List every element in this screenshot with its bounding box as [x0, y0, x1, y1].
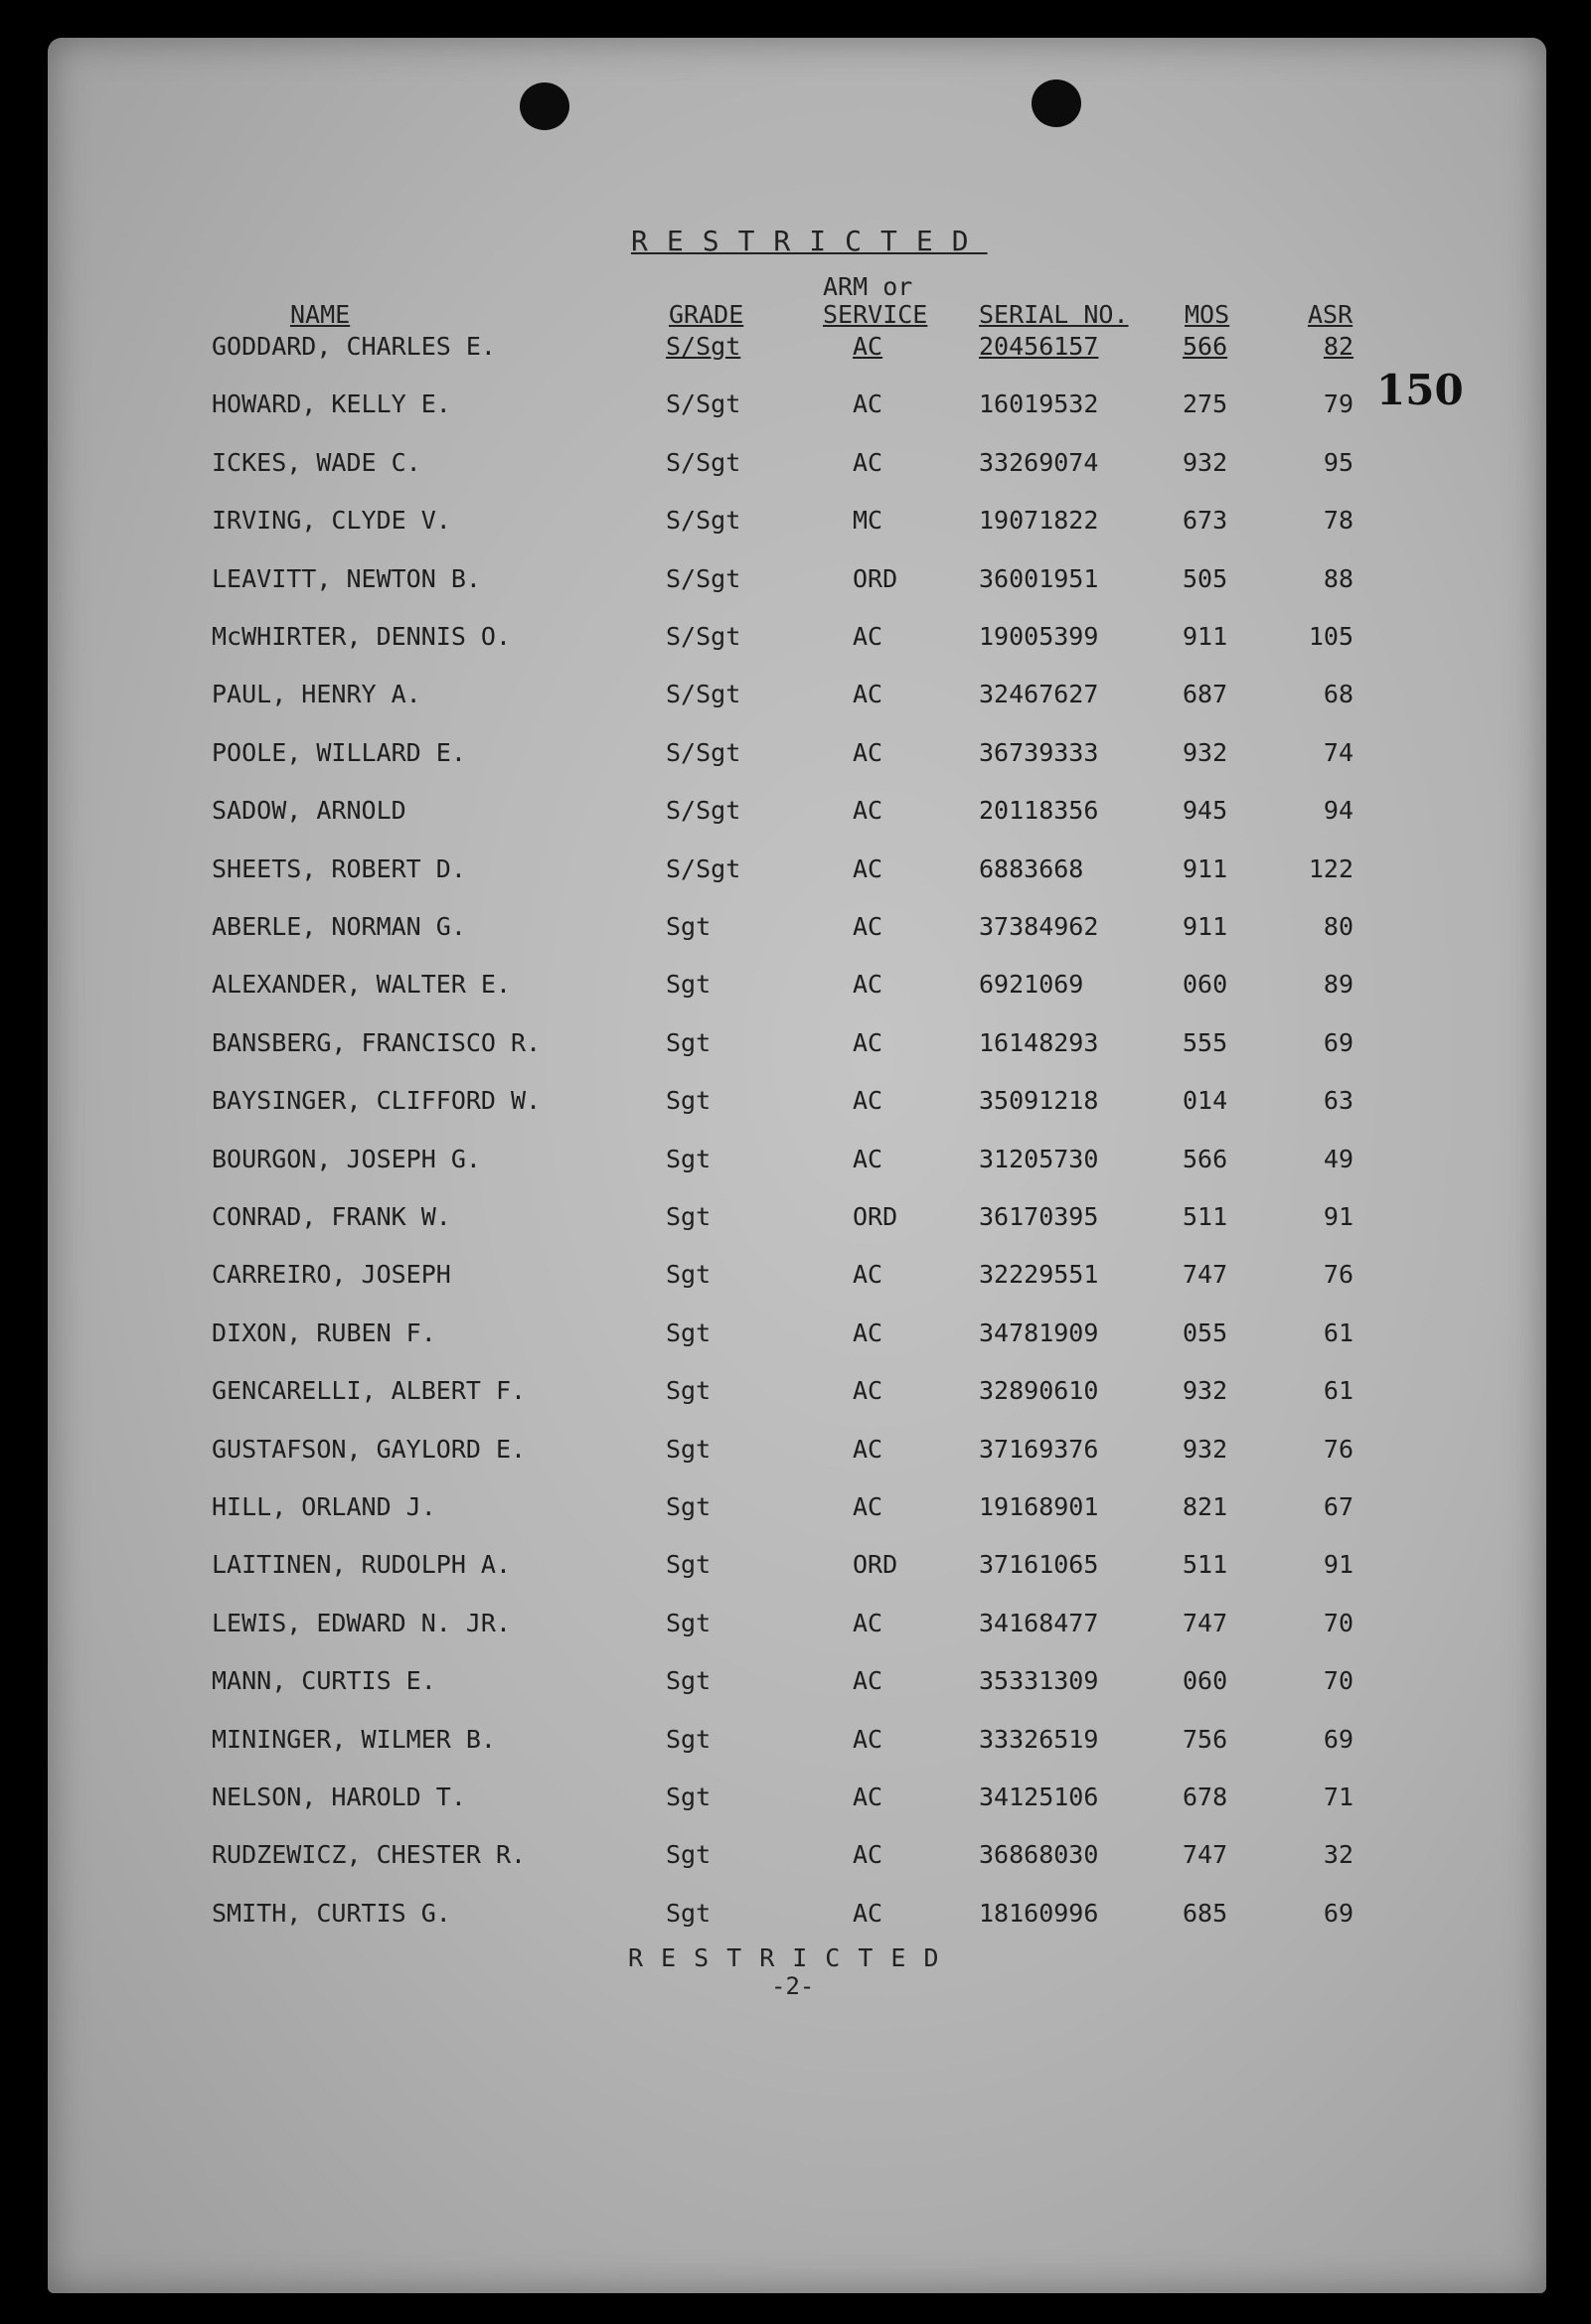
- arm-cell: AC: [853, 1492, 883, 1521]
- serial-cell: 19071822: [979, 506, 1099, 535]
- serial-cell: 19168901: [979, 1492, 1099, 1521]
- name-cell: CARREIRO, JOSEPH: [212, 1260, 451, 1289]
- table-row: [0, 1202, 1591, 1242]
- arm-cell: AC: [853, 796, 883, 825]
- column-header-serial: SERIAL NO.: [979, 300, 1129, 329]
- serial-cell: 31205730: [979, 1145, 1099, 1173]
- grade-cell: S/Sgt: [666, 796, 741, 825]
- table-row: [0, 1782, 1591, 1822]
- arm-cell: AC: [853, 1318, 883, 1347]
- asr-value: 49: [1323, 1145, 1353, 1173]
- asr-value: 91: [1323, 1550, 1353, 1579]
- asr-value: 70: [1323, 1666, 1353, 1695]
- mos-cell: 747: [1183, 1260, 1228, 1289]
- table-row: [0, 1318, 1591, 1358]
- grade-cell: Sgt: [666, 1435, 712, 1464]
- arm-cell: AC: [853, 389, 883, 418]
- asr-value: 71: [1323, 1782, 1353, 1811]
- table-row: [0, 564, 1591, 604]
- serial-cell: 36868030: [979, 1840, 1099, 1869]
- arm-cell: AC: [853, 1145, 883, 1173]
- arm-cell: AC: [853, 1725, 883, 1754]
- name-cell: ABERLE, NORMAN G.: [212, 912, 466, 941]
- serial-cell: 34781909: [979, 1318, 1099, 1347]
- mos-cell: 505: [1183, 564, 1228, 593]
- arm-cell: AC: [853, 854, 883, 883]
- asr-value: 69: [1323, 1725, 1353, 1754]
- grade-cell: S/Sgt: [666, 506, 741, 535]
- grade-cell: S/Sgt: [666, 448, 741, 477]
- table-row: [0, 1435, 1591, 1474]
- asr-value: 61: [1323, 1318, 1353, 1347]
- name-cell: ALEXANDER, WALTER E.: [212, 970, 512, 999]
- column-header-name: NAME: [290, 300, 351, 329]
- mos-cell: 911: [1183, 854, 1228, 883]
- grade-cell: S/Sgt: [666, 738, 741, 767]
- name-cell: CONRAD, FRANK W.: [212, 1202, 451, 1231]
- serial-cell: 19005399: [979, 622, 1099, 651]
- mos-cell: 014: [1183, 1086, 1228, 1115]
- mos-cell: 060: [1183, 970, 1228, 999]
- asr-value: 94: [1323, 796, 1353, 825]
- asr-value: 76: [1323, 1260, 1353, 1289]
- table-row: [0, 1550, 1591, 1590]
- name-cell: LAITINEN, RUDOLPH A.: [212, 1550, 512, 1579]
- name-cell: SMITH, CURTIS G.: [212, 1899, 451, 1928]
- table-row: [0, 1376, 1591, 1416]
- grade-cell: Sgt: [666, 1782, 712, 1811]
- serial-cell: 33326519: [979, 1725, 1099, 1754]
- serial-cell: 35331309: [979, 1666, 1099, 1695]
- name-cell: HILL, ORLAND J.: [212, 1492, 436, 1521]
- punch-hole-right: [1032, 79, 1081, 127]
- arm-cell: ORD: [853, 1202, 898, 1231]
- name-cell: GENCARELLI, ALBERT F.: [212, 1376, 527, 1405]
- table-row: [0, 970, 1591, 1009]
- name-cell: BAYSINGER, CLIFFORD W.: [212, 1086, 542, 1115]
- table-row: [0, 1086, 1591, 1126]
- arm-cell: AC: [853, 622, 883, 651]
- grade-cell: Sgt: [666, 1899, 712, 1928]
- grade-cell: S/Sgt: [666, 854, 741, 883]
- page-number: -2-: [771, 1972, 815, 2000]
- punch-hole-left: [520, 82, 569, 130]
- grade-cell: S/Sgt: [666, 622, 741, 651]
- table-row: [0, 332, 1591, 372]
- arm-cell: ORD: [853, 1550, 898, 1579]
- serial-cell: 35091218: [979, 1086, 1099, 1115]
- asr-value: 95: [1323, 448, 1353, 477]
- asr-value: 80: [1323, 912, 1353, 941]
- asr-value: 69: [1323, 1899, 1353, 1928]
- table-row: [0, 796, 1591, 836]
- table-row: [0, 1725, 1591, 1765]
- arm-cell: AC: [853, 1782, 883, 1811]
- name-cell: SADOW, ARNOLD: [212, 796, 406, 825]
- arm-cell: MC: [853, 506, 883, 535]
- asr-value: 79: [1323, 389, 1353, 418]
- column-header-service: SERVICE: [823, 300, 928, 329]
- name-cell: MININGER, WILMER B.: [212, 1725, 496, 1754]
- grade-cell: Sgt: [666, 1376, 712, 1405]
- serial-cell: 32229551: [979, 1260, 1099, 1289]
- name-cell: RUDZEWICZ, CHESTER R.: [212, 1840, 527, 1869]
- table-row: [0, 389, 1591, 429]
- restricted-footer: RESTRICTED: [628, 1943, 957, 1972]
- table-row: [0, 738, 1591, 778]
- serial-cell: 36170395: [979, 1202, 1099, 1231]
- mos-cell: 945: [1183, 796, 1228, 825]
- column-header-asr: ASR: [1308, 300, 1353, 329]
- table-row: [0, 680, 1591, 719]
- arm-cell: AC: [853, 1086, 883, 1115]
- column-header-mos: MOS: [1185, 300, 1230, 329]
- serial-cell: 18160996: [979, 1899, 1099, 1928]
- asr-value: 32: [1323, 1840, 1353, 1869]
- grade-cell: Sgt: [666, 1725, 712, 1754]
- serial-cell: 33269074: [979, 448, 1099, 477]
- mos-cell: 673: [1183, 506, 1228, 535]
- asr-value: 61: [1323, 1376, 1353, 1405]
- arm-cell: AC: [853, 448, 883, 477]
- mos-cell: 821: [1183, 1492, 1228, 1521]
- asr-value: 68: [1323, 680, 1353, 708]
- table-row: [0, 854, 1591, 894]
- grade-cell: Sgt: [666, 1145, 712, 1173]
- name-cell: NELSON, HAROLD T.: [212, 1782, 466, 1811]
- table-row: [0, 622, 1591, 662]
- mos-cell: 511: [1183, 1202, 1228, 1231]
- arm-cell: AC: [853, 1260, 883, 1289]
- mos-cell: 932: [1183, 738, 1228, 767]
- name-cell: McWHIRTER, DENNIS O.: [212, 622, 512, 651]
- mos-cell: 055: [1183, 1318, 1228, 1347]
- serial-cell: 32890610: [979, 1376, 1099, 1405]
- mos-cell: 566: [1183, 332, 1228, 361]
- grade-cell: Sgt: [666, 1840, 712, 1869]
- table-row: [0, 506, 1591, 545]
- name-cell: MANN, CURTIS E.: [212, 1666, 436, 1695]
- grade-cell: S/Sgt: [666, 389, 741, 418]
- asr-value: 122: [1308, 854, 1353, 883]
- grade-cell: S/Sgt: [666, 332, 741, 361]
- name-cell: BOURGON, JOSEPH G.: [212, 1145, 481, 1173]
- table-row: [0, 912, 1591, 952]
- asr-value: 70: [1323, 1609, 1353, 1637]
- grade-cell: S/Sgt: [666, 680, 741, 708]
- asr-value: 89: [1323, 970, 1353, 999]
- arm-cell: AC: [853, 1609, 883, 1637]
- table-row: [0, 1840, 1591, 1880]
- table-row: [0, 1145, 1591, 1184]
- table-row: [0, 1492, 1591, 1532]
- mos-cell: 932: [1183, 1435, 1228, 1464]
- table-row: [0, 448, 1591, 488]
- table-row: [0, 1028, 1591, 1068]
- serial-cell: 16148293: [979, 1028, 1099, 1057]
- asr-value: 67: [1323, 1492, 1353, 1521]
- grade-cell: Sgt: [666, 970, 712, 999]
- serial-cell: 6883668: [979, 854, 1084, 883]
- name-cell: GUSTAFSON, GAYLORD E.: [212, 1435, 527, 1464]
- serial-cell: 20118356: [979, 796, 1099, 825]
- mos-cell: 756: [1183, 1725, 1228, 1754]
- name-cell: HOWARD, KELLY E.: [212, 389, 451, 418]
- grade-cell: Sgt: [666, 1666, 712, 1695]
- serial-cell: 37384962: [979, 912, 1099, 941]
- name-cell: SHEETS, ROBERT D.: [212, 854, 466, 883]
- grade-cell: Sgt: [666, 1202, 712, 1231]
- name-cell: LEAVITT, NEWTON B.: [212, 564, 481, 593]
- column-header-arm: ARM or: [823, 272, 913, 301]
- serial-cell: 37169376: [979, 1435, 1099, 1464]
- mos-cell: 932: [1183, 1376, 1228, 1405]
- mos-cell: 747: [1183, 1840, 1228, 1869]
- serial-cell: 32467627: [979, 680, 1099, 708]
- table-row: [0, 1609, 1591, 1648]
- arm-cell: AC: [853, 332, 883, 361]
- mos-cell: 911: [1183, 912, 1228, 941]
- mos-cell: 687: [1183, 680, 1228, 708]
- column-header-grade: GRADE: [669, 300, 744, 329]
- name-cell: PAUL, HENRY A.: [212, 680, 421, 708]
- grade-cell: Sgt: [666, 1609, 712, 1637]
- arm-cell: AC: [853, 970, 883, 999]
- serial-cell: 36739333: [979, 738, 1099, 767]
- mos-cell: 678: [1183, 1782, 1228, 1811]
- arm-cell: AC: [853, 680, 883, 708]
- table-row: [0, 1260, 1591, 1300]
- asr-value: 63: [1323, 1086, 1353, 1115]
- grade-cell: Sgt: [666, 1086, 712, 1115]
- arm-cell: AC: [853, 1376, 883, 1405]
- grade-cell: Sgt: [666, 1318, 712, 1347]
- serial-cell: 36001951: [979, 564, 1099, 593]
- arm-cell: AC: [853, 738, 883, 767]
- mos-cell: 511: [1183, 1550, 1228, 1579]
- arm-cell: AC: [853, 1899, 883, 1928]
- grade-cell: Sgt: [666, 1492, 712, 1521]
- asr-value: 69: [1323, 1028, 1353, 1057]
- table-row: [0, 1899, 1591, 1938]
- name-cell: DIXON, RUBEN F.: [212, 1318, 436, 1347]
- name-cell: LEWIS, EDWARD N. JR.: [212, 1609, 512, 1637]
- asr-value: 76: [1323, 1435, 1353, 1464]
- arm-cell: AC: [853, 1435, 883, 1464]
- mos-cell: 747: [1183, 1609, 1228, 1637]
- page-stamp-number: 150: [1376, 366, 1464, 414]
- asr-value: 88: [1323, 564, 1353, 593]
- arm-cell: ORD: [853, 564, 898, 593]
- serial-cell: 34168477: [979, 1609, 1099, 1637]
- grade-cell: Sgt: [666, 1550, 712, 1579]
- mos-cell: 685: [1183, 1899, 1228, 1928]
- mos-cell: 275: [1183, 389, 1228, 418]
- grade-cell: Sgt: [666, 1260, 712, 1289]
- serial-cell: 34125106: [979, 1782, 1099, 1811]
- asr-value: 105: [1308, 622, 1353, 651]
- mos-cell: 060: [1183, 1666, 1228, 1695]
- asr-value: 74: [1323, 738, 1353, 767]
- mos-cell: 932: [1183, 448, 1228, 477]
- arm-cell: AC: [853, 1666, 883, 1695]
- arm-cell: AC: [853, 912, 883, 941]
- restricted-header: RESTRICTED: [631, 225, 988, 257]
- table-row: [0, 1666, 1591, 1706]
- grade-cell: Sgt: [666, 1028, 712, 1057]
- name-cell: GODDARD, CHARLES E.: [212, 332, 496, 361]
- serial-cell: 16019532: [979, 389, 1099, 418]
- mos-cell: 555: [1183, 1028, 1228, 1057]
- name-cell: POOLE, WILLARD E.: [212, 738, 466, 767]
- grade-cell: Sgt: [666, 912, 712, 941]
- name-cell: IRVING, CLYDE V.: [212, 506, 451, 535]
- name-cell: BANSBERG, FRANCISCO R.: [212, 1028, 542, 1057]
- name-cell: ICKES, WADE C.: [212, 448, 421, 477]
- mos-cell: 911: [1183, 622, 1228, 651]
- arm-cell: AC: [853, 1840, 883, 1869]
- serial-cell: 6921069: [979, 970, 1084, 999]
- arm-cell: AC: [853, 1028, 883, 1057]
- asr-value: 78: [1323, 506, 1353, 535]
- serial-cell: 20456157: [979, 332, 1099, 361]
- asr-value: 82: [1323, 332, 1353, 361]
- asr-value: 91: [1323, 1202, 1353, 1231]
- serial-cell: 37161065: [979, 1550, 1099, 1579]
- grade-cell: S/Sgt: [666, 564, 741, 593]
- mos-cell: 566: [1183, 1145, 1228, 1173]
